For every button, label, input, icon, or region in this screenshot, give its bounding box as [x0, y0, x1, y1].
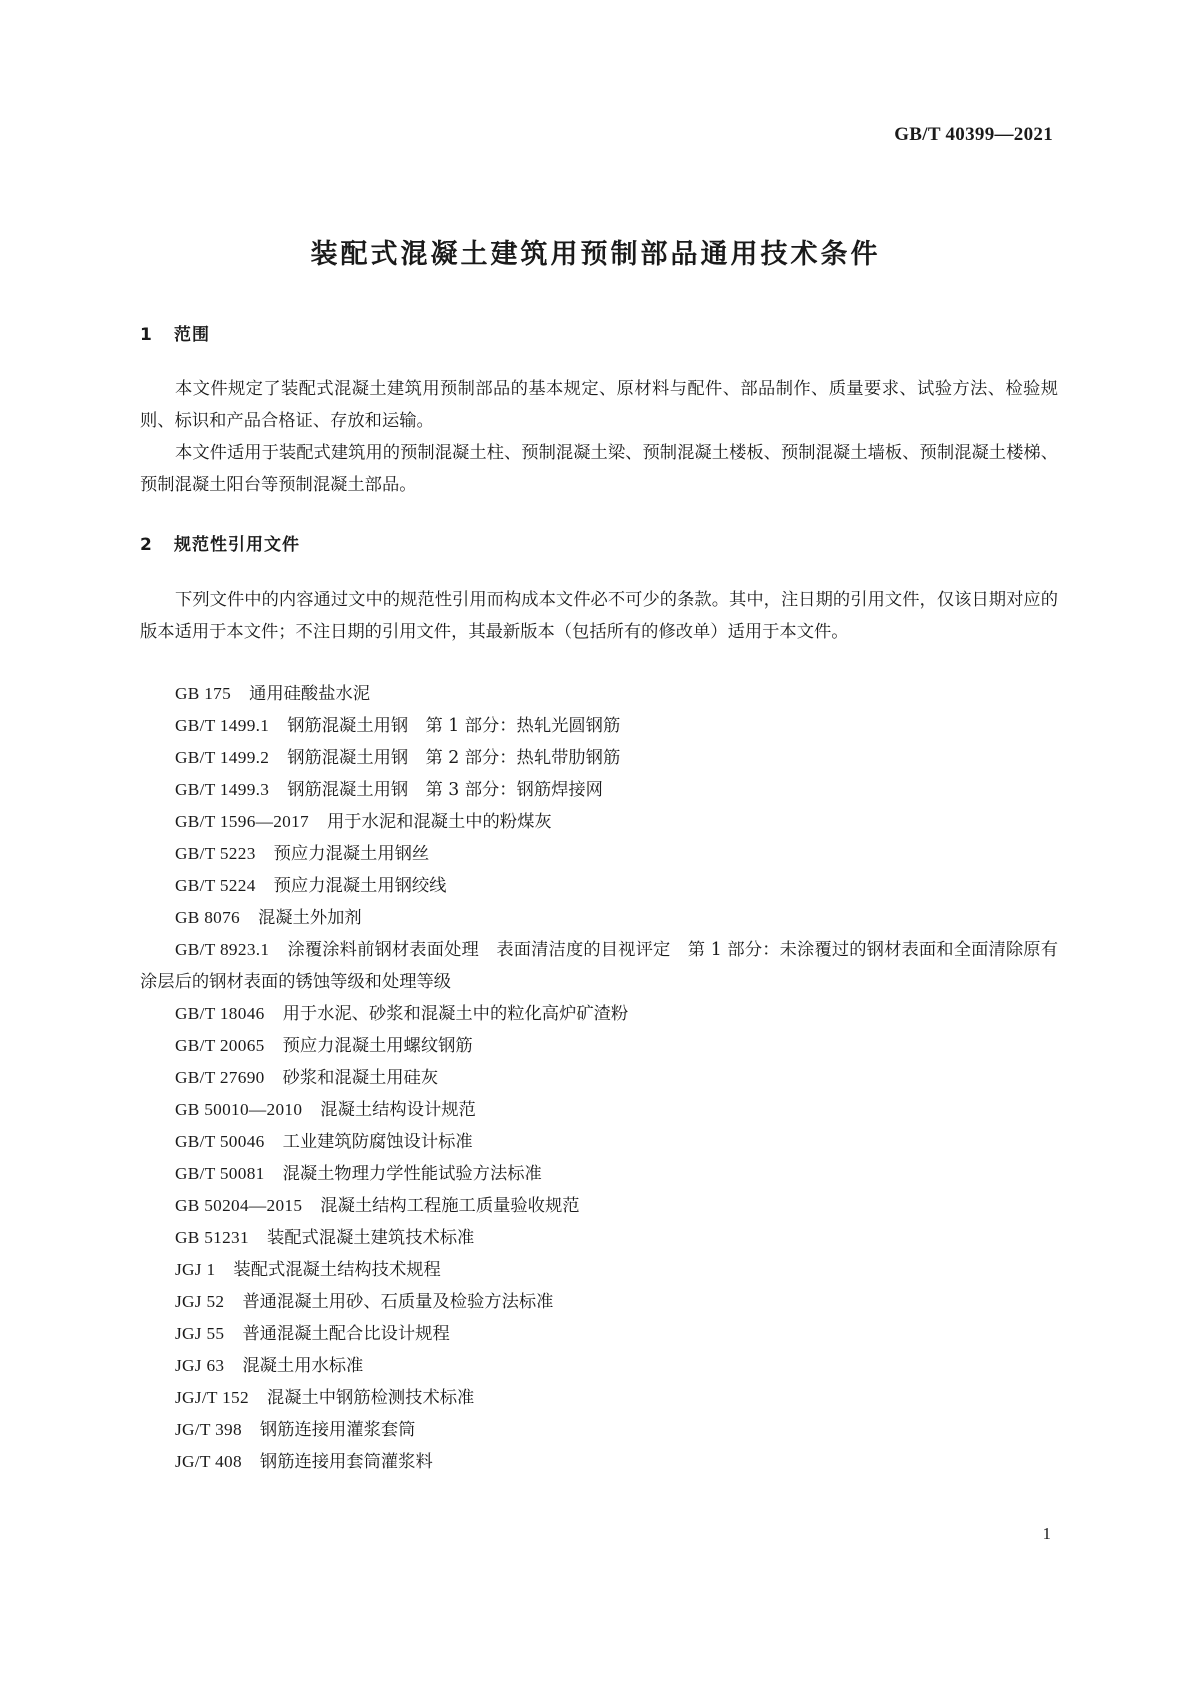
reference-code: GB/T 5224: [175, 876, 256, 895]
reference-title: 用于水泥、砂浆和混凝土中的粒化高炉矿渣粉: [282, 1004, 629, 1024]
reference-item: [175, 678, 1058, 710]
reference-title: 装配式混凝土建筑技术标准: [266, 1228, 475, 1248]
reference-title: 钢筋连接用套筒灌浆料: [259, 1452, 433, 1472]
reference-title: 混凝土中钢筋检测技术标准: [266, 1388, 475, 1408]
reference-title: 钢筋连接用灌浆套筒: [259, 1420, 416, 1440]
standard-number: GB/T 40399—2021: [894, 124, 1053, 145]
reference-title: 混凝土结构工程施工质量验收规范: [320, 1196, 580, 1216]
reference-title: 用于水泥和混凝土中的粉煤灰: [326, 812, 552, 832]
section-2-intro: [140, 584, 1058, 648]
reference-code: JGJ 63: [175, 1356, 225, 1375]
reference-code: GB/T 18046: [175, 1004, 265, 1023]
reference-code: GB 50010—2010: [175, 1100, 303, 1119]
reference-item: [175, 1190, 1058, 1222]
reference-code: GB 50204—2015: [175, 1196, 303, 1215]
reference-item: [175, 806, 1058, 838]
reference-code: GB/T 20065: [175, 1036, 265, 1055]
reference-title: 混凝土外加剂: [258, 908, 362, 928]
reference-title: 涂覆涂料前钢材表面处理 表面清洁度的目视评定 第 1 部分：未涂覆过的钢材表面和全面清除原有涂层后的钢材表面的锈蚀等级和处理等级: [140, 940, 1058, 992]
reference-list: [140, 678, 1058, 1478]
document-title: 装配式混凝土建筑用预制部品通用技术条件: [310, 239, 881, 270]
reference-title: 预应力混凝土用钢绞线: [273, 876, 447, 896]
section-1-heading: [140, 320, 210, 345]
section-1-body: [140, 373, 1058, 501]
reference-title: 混凝土物理力学性能试验方法标准: [282, 1164, 542, 1184]
reference-item: [175, 742, 1058, 774]
reference-item: [175, 998, 1058, 1030]
reference-code: GB/T 8923.1: [175, 940, 270, 959]
reference-item: [175, 838, 1058, 870]
section-title: 范围: [174, 325, 210, 345]
reference-item: [175, 1414, 1058, 1446]
reference-item: [175, 1254, 1058, 1286]
reference-title: 装配式混凝土结构技术规程: [233, 1260, 441, 1280]
reference-code: JG/T 398: [175, 1420, 242, 1439]
reference-title: 混凝土用水标准: [242, 1356, 364, 1376]
reference-code: JGJ/T 152: [175, 1388, 249, 1407]
reference-item: [175, 1158, 1058, 1190]
reference-code: GB 51231: [175, 1228, 249, 1247]
reference-code: GB 175: [175, 684, 232, 703]
reference-code: GB/T 1499.1: [175, 716, 270, 735]
reference-code: JGJ 52: [175, 1292, 225, 1311]
section-title: 规范性引用文件: [174, 535, 300, 555]
reference-title: 普通混凝土配合比设计规程: [242, 1324, 450, 1344]
reference-code: JGJ 55: [175, 1324, 225, 1343]
reference-code: JGJ 1: [175, 1260, 216, 1279]
reference-code: GB/T 50081: [175, 1164, 265, 1183]
reference-code: GB/T 27690: [175, 1068, 265, 1087]
reference-title: 砂浆和混凝土用硅灰: [282, 1068, 439, 1088]
reference-code: JG/T 408: [175, 1452, 242, 1471]
reference-item: [175, 1094, 1058, 1126]
reference-title: 工业建筑防腐蚀设计标准: [282, 1132, 473, 1152]
reference-item: [175, 1030, 1058, 1062]
reference-code: GB/T 1499.2: [175, 748, 270, 767]
reference-item: [175, 1350, 1058, 1382]
reference-item: [175, 1446, 1058, 1478]
section-number: 2: [140, 535, 153, 555]
reference-item: [175, 870, 1058, 902]
reference-title: 钢筋混凝土用钢 第 1 部分：热轧光圆钢筋: [287, 716, 621, 736]
section-number: 1: [140, 325, 153, 345]
reference-item: [175, 710, 1058, 742]
reference-item: [175, 774, 1058, 806]
page-number: 1: [1042, 1524, 1051, 1543]
reference-item: [175, 1318, 1058, 1350]
reference-code: GB/T 1596—2017: [175, 812, 309, 831]
reference-title: 钢筋混凝土用钢 第 3 部分：钢筋焊接网: [287, 780, 603, 800]
paragraph: 本文件适用于装配式建筑用的预制混凝土柱、预制混凝土梁、预制混凝土楼板、预制混凝土墙板、预制混凝土楼梯、预制混凝土阳台等预制混凝土部品。: [140, 443, 1058, 495]
reference-title: 普通混凝土用砂、石质量及检验方法标准: [242, 1292, 554, 1312]
reference-title: 钢筋混凝土用钢 第 2 部分：热轧带肋钢筋: [287, 748, 621, 768]
reference-title: 混凝土结构设计规范: [320, 1100, 476, 1120]
paragraph: 下列文件中的内容通过文中的规范性引用而构成本文件必不可少的条款。其中，注日期的引用文件，仅该日期对应的版本适用于本文件；不注日期的引用文件，其最新版本（包括所有的修改单）适用于本文件。: [140, 590, 1058, 642]
reference-code: GB/T 1499.3: [175, 780, 270, 799]
reference-item: [175, 1286, 1058, 1318]
reference-title: 预应力混凝土用钢丝: [273, 844, 430, 864]
reference-item: [175, 1126, 1058, 1158]
section-2-heading: [140, 530, 300, 555]
reference-item: [175, 1222, 1058, 1254]
reference-title: 预应力混凝土用螺纹钢筋: [282, 1036, 473, 1056]
reference-item: [140, 934, 1058, 998]
reference-code: GB/T 5223: [175, 844, 256, 863]
reference-item: [175, 1382, 1058, 1414]
reference-item: [175, 902, 1058, 934]
reference-item: [175, 1062, 1058, 1094]
reference-title: 通用硅酸盐水泥: [249, 684, 371, 704]
reference-code: GB/T 50046: [175, 1132, 265, 1151]
reference-code: GB 8076: [175, 908, 240, 927]
paragraph: 本文件规定了装配式混凝土建筑用预制部品的基本规定、原材料与配件、部品制作、质量要求、试验方法、检验规则、标识和产品合格证、存放和运输。: [140, 379, 1058, 431]
